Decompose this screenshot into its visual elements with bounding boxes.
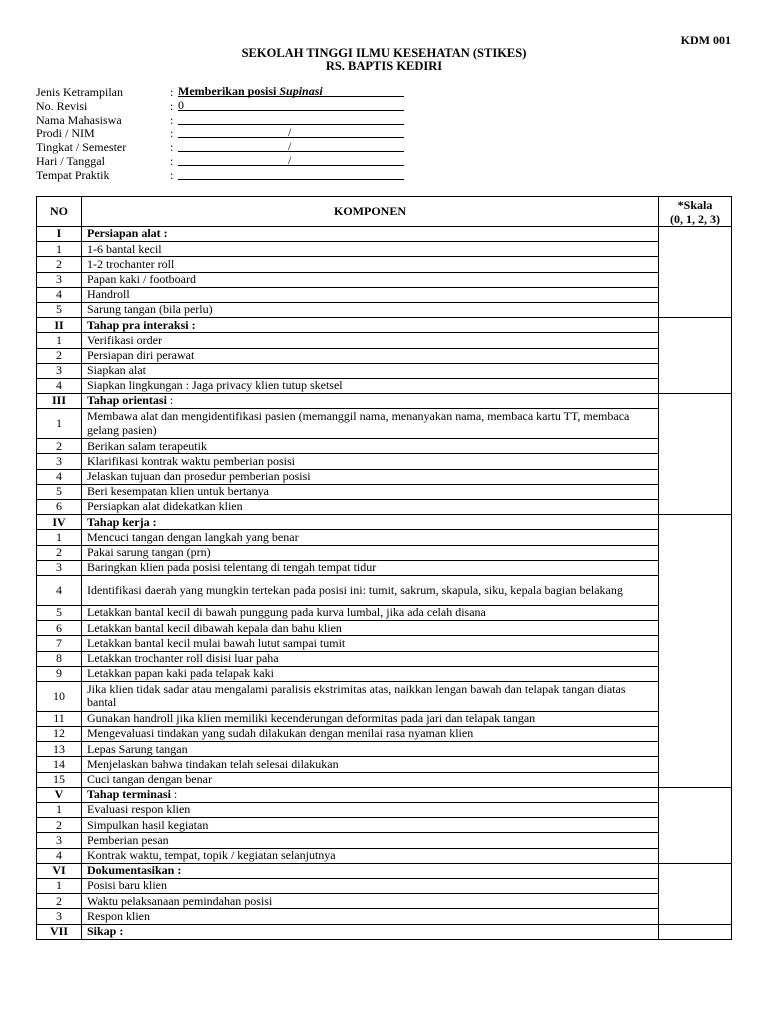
item-text: Berikan salam terapeutik (82, 439, 659, 454)
info-row-revision: No. Revisi : 0 (36, 100, 404, 114)
item-text: Gunakan handroll jika klien memiliki kecenderungan deformitas pada jari dan telapak tangan (82, 711, 659, 726)
item-text: Mencuci tangan dengan langkah yang benar (82, 530, 659, 545)
column-header-scale: *Skala (0, 1, 2, 3) (659, 197, 732, 227)
item-number: 6 (37, 621, 82, 636)
document-code: KDM 001 (680, 33, 731, 47)
item-number: 4 (37, 469, 82, 484)
section-number: II (37, 318, 82, 333)
section-number: V (37, 787, 82, 802)
item-number: 5 (37, 302, 82, 317)
institution-name: SEKOLAH TINGGI ILMU KESEHATAN (STIKES) (241, 46, 527, 60)
item-number: 1 (37, 803, 82, 818)
item-number: 4 (37, 575, 82, 605)
skill-name-field[interactable]: Memberikan posisi Supinasi (178, 85, 404, 97)
item-text: 1-6 bantal kecil (82, 242, 659, 257)
table-row (37, 242, 732, 257)
section-row (37, 787, 732, 802)
table-row (37, 439, 732, 454)
date-field[interactable]: / (288, 154, 404, 166)
item-text: Persiapan diri perawat (82, 348, 659, 363)
section-title: Sikap : (82, 924, 659, 939)
item-number: 2 (37, 545, 82, 560)
item-text: Klarifikasi kontrak waktu pemberian posisi (82, 454, 659, 469)
section-title: Tahap pra interaksi : (82, 318, 659, 333)
item-number: 5 (37, 484, 82, 499)
table-row (37, 757, 732, 772)
info-label: No. Revisi (36, 98, 88, 113)
item-number: 1 (37, 530, 82, 545)
item-text: 1-2 trochanter roll (82, 257, 659, 272)
section-row (37, 227, 732, 242)
section-number: III (37, 394, 82, 409)
day-field[interactable] (178, 154, 288, 166)
table-row (37, 530, 732, 545)
item-number: 3 (37, 272, 82, 287)
item-number: 12 (37, 727, 82, 742)
item-number: 1 (37, 242, 82, 257)
item-text: Waktu pelaksanaan pemindahan posisi (82, 894, 659, 909)
item-number: 8 (37, 651, 82, 666)
table-row (37, 605, 732, 620)
item-text: Papan kaki / footboard (82, 272, 659, 287)
item-number: 6 (37, 500, 82, 515)
section-title: Persiapan alat : (82, 227, 659, 242)
column-header-no: NO (37, 197, 82, 227)
table-row (37, 484, 732, 499)
item-text: Letakkan trochanter roll disisi luar paha (82, 651, 659, 666)
table-row (37, 772, 732, 787)
section-title: Tahap orientasi : (82, 394, 659, 409)
table-row (37, 560, 732, 575)
table-row (37, 727, 732, 742)
item-number: 4 (37, 848, 82, 863)
info-row-skill: Jenis Ketrampilan : Memberikan posisi Supinasi (36, 86, 404, 100)
table-row (37, 302, 732, 317)
table-row (37, 575, 732, 605)
section-row (37, 515, 732, 530)
table-row (37, 636, 732, 651)
item-number: 3 (37, 909, 82, 924)
item-text: Letakkan bantal kecil dibawah kepala dan bahu klien (82, 621, 659, 636)
item-text: Cuci tangan dengan benar (82, 772, 659, 787)
prodi-field[interactable] (178, 126, 288, 138)
table-row (37, 621, 732, 636)
scale-input-cell[interactable] (659, 394, 732, 515)
practice-place-field[interactable] (178, 168, 404, 180)
item-number: 14 (37, 757, 82, 772)
table-row (37, 257, 732, 272)
item-text: Membawa alat dan mengidentifikasi pasien (memanggil nama, menanyakan nama, membaca kartu TT, membaca gelang pasien) (82, 409, 659, 439)
table-row (37, 848, 732, 863)
column-header-component: KOMPONEN (82, 197, 659, 227)
semester-field[interactable]: / (288, 140, 404, 152)
section-title: Tahap terminasi : (82, 787, 659, 802)
item-text: Handroll (82, 287, 659, 302)
item-number: 2 (37, 818, 82, 833)
table-row (37, 651, 732, 666)
table-row (37, 681, 732, 711)
assessment-table (36, 196, 732, 940)
table-row (37, 378, 732, 393)
item-text: Verifikasi order (82, 333, 659, 348)
scale-input-cell[interactable] (659, 787, 732, 863)
item-text: Letakkan bantal kecil mulai bawah lutut sampai tumit (82, 636, 659, 651)
table-row (37, 833, 732, 848)
section-number: IV (37, 515, 82, 530)
item-number: 13 (37, 742, 82, 757)
table-row (37, 469, 732, 484)
student-info-block (36, 86, 404, 183)
item-number: 3 (37, 560, 82, 575)
nim-field[interactable]: / (288, 126, 404, 138)
item-text: Pakai sarung tangan (prn) (82, 545, 659, 560)
section-number: VII (37, 924, 82, 939)
item-text: Jelaskan tujuan dan prosedur pemberian posisi (82, 469, 659, 484)
level-field[interactable] (178, 140, 288, 152)
item-number: 1 (37, 878, 82, 893)
info-label: Hari / Tanggal (36, 153, 105, 168)
item-text: Evaluasi respon klien (82, 803, 659, 818)
table-row (37, 348, 732, 363)
item-number: 3 (37, 454, 82, 469)
table-row (37, 878, 732, 893)
info-row-practice-place: Tempat Praktik : (36, 169, 404, 183)
item-text: Simpulkan hasil kegiatan (82, 818, 659, 833)
item-text: Sarung tangan (bila perlu) (82, 302, 659, 317)
table-row (37, 272, 732, 287)
item-number: 15 (37, 772, 82, 787)
item-text: Kontrak waktu, tempat, topik / kegiatan selanjutnya (82, 848, 659, 863)
revision-field[interactable]: 0 (178, 99, 404, 111)
item-text: Jika klien tidak sadar atau mengalami paralisis ekstrimitas atas, naikkan lengan bawah dan telapak tangan diatas bantal (82, 681, 659, 711)
section-row (37, 863, 732, 878)
item-number: 4 (37, 287, 82, 302)
item-text: Letakkan papan kaki pada telapak kaki (82, 666, 659, 681)
info-label: Prodi / NIM (36, 126, 95, 141)
table-row (37, 545, 732, 560)
item-text: Letakkan bantal kecil di bawah punggung pada kurva lumbal, jika ada celah disana (82, 605, 659, 620)
item-number: 1 (37, 333, 82, 348)
item-number: 3 (37, 363, 82, 378)
item-text: Posisi baru klien (82, 878, 659, 893)
item-number: 2 (37, 257, 82, 272)
item-number: 10 (37, 681, 82, 711)
student-name-field[interactable] (178, 113, 404, 125)
table-row (37, 409, 732, 439)
item-number: 9 (37, 666, 82, 681)
table-row (37, 666, 732, 681)
item-number: 5 (37, 605, 82, 620)
scale-input-cell[interactable] (659, 318, 732, 394)
table-row (37, 500, 732, 515)
section-number: I (37, 227, 82, 242)
scale-input-cell[interactable] (659, 863, 732, 924)
item-text: Baringkan klien pada posisi telentang di tengah tempat tidur (82, 560, 659, 575)
table-row (37, 909, 732, 924)
item-text: Pemberian pesan (82, 833, 659, 848)
table-row (37, 333, 732, 348)
item-text: Lepas Sarung tangan (82, 742, 659, 757)
table-row (37, 742, 732, 757)
section-title: Tahap kerja : (82, 515, 659, 530)
item-text: Siapkan lingkungan : Jaga privacy klien tutup sketsel (82, 378, 659, 393)
section-row (37, 924, 732, 939)
table-row (37, 894, 732, 909)
item-number: 3 (37, 833, 82, 848)
item-text: Menjelaskan bahwa tindakan telah selesai dilakukan (82, 757, 659, 772)
info-label: Jenis Ketrampilan (36, 85, 123, 99)
info-row-day-date: Hari / Tanggal : / (36, 155, 404, 169)
item-number: 7 (37, 636, 82, 651)
info-label: Tempat Praktik (36, 167, 110, 182)
item-number: 1 (37, 409, 82, 439)
section-title: Dokumentasikan : (82, 863, 659, 878)
scale-input-cell[interactable] (659, 227, 732, 318)
section-row (37, 394, 732, 409)
info-label: Nama Mahasiswa (36, 112, 122, 127)
hospital-name: RS. BAPTIS KEDIRI (325, 59, 443, 73)
item-text: Respon klien (82, 909, 659, 924)
table-row (37, 363, 732, 378)
table-row (37, 803, 732, 818)
item-number: 2 (37, 348, 82, 363)
item-number: 2 (37, 894, 82, 909)
scale-input-cell[interactable] (659, 515, 732, 788)
item-text: Beri kesempatan klien untuk bertanya (82, 484, 659, 499)
table-row (37, 711, 732, 726)
info-label: Tingkat / Semester (36, 140, 127, 155)
item-text: Persiapkan alat didekatkan klien (82, 500, 659, 515)
scale-input-cell[interactable] (659, 924, 732, 939)
item-text: Identifikasi daerah yang mungkin tertekan pada posisi ini: tumit, sakrum, skapula, siku, kepala bagian belakang (82, 575, 659, 605)
item-text: Mengevaluasi tindakan yang sudah dilakukan dengan menilai rasa nyaman klien (82, 727, 659, 742)
item-text: Siapkan alat (82, 363, 659, 378)
table-row (37, 454, 732, 469)
info-row-student-name: Nama Mahasiswa : (36, 114, 404, 128)
item-number: 11 (37, 711, 82, 726)
info-row-prodi-nim: Prodi / NIM : / (36, 127, 404, 141)
item-number: 2 (37, 439, 82, 454)
item-number: 4 (37, 378, 82, 393)
section-row (37, 318, 732, 333)
info-row-level-semester: Tingkat / Semester : / (36, 141, 404, 155)
table-row (37, 818, 732, 833)
section-number: VI (37, 863, 82, 878)
table-row (37, 287, 732, 302)
table-body (37, 227, 732, 940)
